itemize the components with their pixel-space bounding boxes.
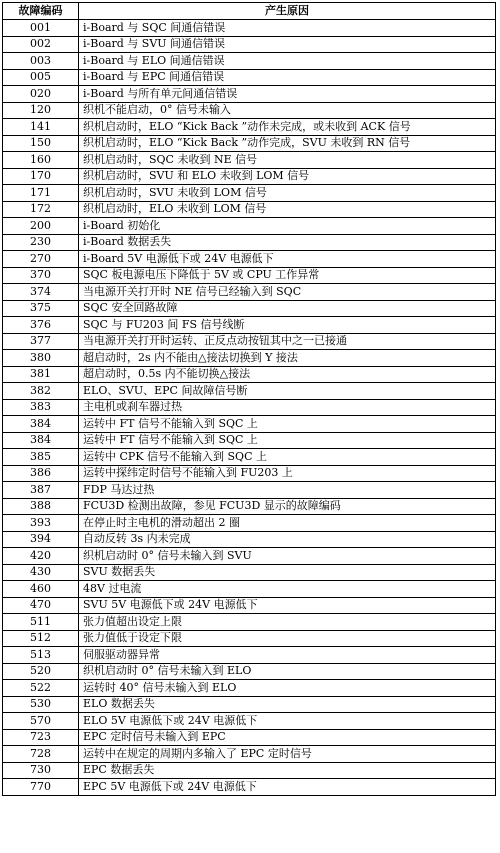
table-row [3,548,496,565]
fault-cause-cell: 织机启动时，SQC 未收到 NE 信号 [79,152,496,169]
fault-cause-cell: ELO 5V 电源低下或 24V 电源低下 [79,713,496,730]
fault-cause-cell: 织机启动时，SVU 未收到 LOM 信号 [79,185,496,202]
table-row [3,680,496,697]
fault-code-cell: 460 [3,581,79,598]
table-row [3,350,496,367]
fault-cause-cell: 48V 过电流 [79,581,496,598]
table-row [3,762,496,779]
fault-code-cell: 120 [3,102,79,119]
fault-code-cell: 384 [3,416,79,433]
table-row [3,531,496,548]
table-row [3,729,496,746]
fault-code-cell: 374 [3,284,79,301]
table-row [3,449,496,466]
header-cause: 产生原因 [79,3,496,20]
fault-cause-cell: 织机启动时，ELO 未收到 LOM 信号 [79,201,496,218]
table-row [3,713,496,730]
fault-cause-cell: 织机启动时，ELO “Kick Back ”动作完成，SVU 未收到 RN 信号 [79,135,496,152]
table-row [3,597,496,614]
table-row [3,86,496,103]
table-row [3,234,496,251]
fault-cause-cell: SVU 数据丢失 [79,564,496,581]
table-row [3,300,496,317]
table-row [3,152,496,169]
fault-code-cell: 020 [3,86,79,103]
fault-code-cell: 141 [3,119,79,136]
fault-code-cell: 376 [3,317,79,334]
fault-code-cell: 005 [3,69,79,86]
fault-cause-cell: SQC 安全回路故障 [79,300,496,317]
fault-cause-cell: 张力值低于设定下限 [79,630,496,647]
table-row [3,416,496,433]
table-row [3,102,496,119]
table-body [3,20,496,796]
fault-code-cell: 388 [3,498,79,515]
table-row [3,630,496,647]
table-row [3,515,496,532]
fault-cause-cell: 当电源开关打开时 NE 信号已经输入到 SQC [79,284,496,301]
fault-code-cell: 381 [3,366,79,383]
fault-code-cell: 394 [3,531,79,548]
fault-code-table [2,2,496,796]
fault-code-cell: 380 [3,350,79,367]
fault-cause-cell: EPC 定时信号未输入到 EPC [79,729,496,746]
fault-cause-cell: 织机启动时 0° 信号未输入到 ELO [79,663,496,680]
table-row [3,267,496,284]
table-row [3,135,496,152]
fault-code-cell: 530 [3,696,79,713]
fault-code-cell: 375 [3,300,79,317]
table-row [3,383,496,400]
fault-code-cell: 384 [3,432,79,449]
fault-cause-cell: SQC 板电源电压下降低于 5V 或 CPU 工作异常 [79,267,496,284]
table-row [3,53,496,70]
table-row [3,185,496,202]
fault-cause-cell: i-Board 5V 电源低下或 24V 电源低下 [79,251,496,268]
table-row [3,482,496,499]
table-row [3,647,496,664]
table-row [3,69,496,86]
table-row [3,564,496,581]
fault-code-cell: 730 [3,762,79,779]
table-row [3,284,496,301]
fault-code-cell: 387 [3,482,79,499]
fault-cause-cell: 织机启动时，SVU 和 ELO 未收到 LOM 信号 [79,168,496,185]
fault-code-cell: 386 [3,465,79,482]
fault-cause-cell: 在停止时主电机的滑动超出 2 圈 [79,515,496,532]
fault-cause-cell: ELO、SVU、EPC 间故障信号断 [79,383,496,400]
fault-code-cell: 172 [3,201,79,218]
table-row [3,432,496,449]
fault-cause-cell: FDP 马达过热 [79,482,496,499]
fault-cause-cell: 运转中 FT 信号不能输入到 SQC 上 [79,416,496,433]
fault-code-cell: 270 [3,251,79,268]
table-row [3,498,496,515]
fault-cause-cell: i-Board 与 EPC 间通信错误 [79,69,496,86]
fault-code-cell: 723 [3,729,79,746]
fault-cause-cell: 张力值超出设定上限 [79,614,496,631]
fault-cause-cell: SQC 与 FU203 间 FS 信号线断 [79,317,496,334]
table-row [3,119,496,136]
fault-cause-cell: 主电机或刹车器过热 [79,399,496,416]
table-row [3,20,496,37]
fault-cause-cell: i-Board 与 SVU 间通信错误 [79,36,496,53]
fault-cause-cell: EPC 数据丢失 [79,762,496,779]
table-header-row [3,3,496,20]
header-fault-code: 故障编码 [3,3,79,20]
fault-code-cell: 470 [3,597,79,614]
fault-cause-cell: 伺服驱动器异常 [79,647,496,664]
table-row [3,614,496,631]
fault-cause-cell: i-Board 与 SQC 间通信错误 [79,20,496,37]
fault-cause-cell: EPC 5V 电源低下或 24V 电源低下 [79,779,496,796]
fault-code-cell: 170 [3,168,79,185]
fault-code-cell: 160 [3,152,79,169]
fault-cause-cell: 运转中 CPK 信号不能输入到 SQC 上 [79,449,496,466]
fault-cause-cell: 织机启动时 0° 信号未输入到 SVU [79,548,496,565]
table-row [3,251,496,268]
fault-cause-cell: SVU 5V 电源低下或 24V 电源低下 [79,597,496,614]
table-row [3,581,496,598]
fault-code-cell: 150 [3,135,79,152]
fault-code-cell: 003 [3,53,79,70]
table-row [3,218,496,235]
fault-cause-cell: i-Board 数据丢失 [79,234,496,251]
fault-cause-cell: i-Board 与所有单元间通信错误 [79,86,496,103]
table-row [3,663,496,680]
fault-code-cell: 370 [3,267,79,284]
table-row [3,779,496,796]
fault-cause-cell: i-Board 与 ELO 间通信错误 [79,53,496,70]
fault-code-cell: 385 [3,449,79,466]
table-row [3,317,496,334]
fault-cause-cell: 运转中探纬定时信号不能输入到 FU203 上 [79,465,496,482]
fault-code-cell: 383 [3,399,79,416]
fault-code-cell: 513 [3,647,79,664]
fault-cause-cell: ELO 数据丢失 [79,696,496,713]
fault-cause-cell: 运转中 FT 信号不能输入到 SQC 上 [79,432,496,449]
fault-code-cell: 420 [3,548,79,565]
table-row [3,201,496,218]
fault-cause-cell: 运转时 40° 信号未输入到 ELO [79,680,496,697]
table-row [3,746,496,763]
fault-code-cell: 382 [3,383,79,400]
fault-cause-cell: 织机不能启动，0° 信号未输入 [79,102,496,119]
table-row [3,366,496,383]
fault-code-cell: 520 [3,663,79,680]
table-row [3,36,496,53]
fault-cause-cell: 超启动时，2s 内不能由△接法切换到 Y 接法 [79,350,496,367]
fault-code-cell: 393 [3,515,79,532]
table-row [3,168,496,185]
fault-cause-cell: i-Board 初始化 [79,218,496,235]
fault-cause-cell: 运转中在规定的周期内多输入了 EPC 定时信号 [79,746,496,763]
fault-code-cell: 511 [3,614,79,631]
fault-code-cell: 512 [3,630,79,647]
fault-code-cell: 728 [3,746,79,763]
fault-cause-cell: 自动反转 3s 内未完成 [79,531,496,548]
table-row [3,333,496,350]
fault-cause-cell: 当电源开关打开时运转、正反点动按钮其中之一已接通 [79,333,496,350]
fault-cause-cell: 织机启动时，ELO “Kick Back ”动作未完成，或未收到 ACK 信号 [79,119,496,136]
fault-cause-cell: 超启动时，0.5s 内不能切换△接法 [79,366,496,383]
fault-cause-cell: FCU3D 检测出故障，参见 FCU3D 显示的故障编码 [79,498,496,515]
fault-code-cell: 200 [3,218,79,235]
fault-code-cell: 001 [3,20,79,37]
fault-code-cell: 002 [3,36,79,53]
table-row [3,465,496,482]
fault-code-cell: 377 [3,333,79,350]
fault-code-cell: 230 [3,234,79,251]
fault-code-cell: 171 [3,185,79,202]
fault-code-cell: 570 [3,713,79,730]
table-row [3,696,496,713]
fault-code-cell: 770 [3,779,79,796]
table-row [3,399,496,416]
fault-code-cell: 522 [3,680,79,697]
fault-code-cell: 430 [3,564,79,581]
